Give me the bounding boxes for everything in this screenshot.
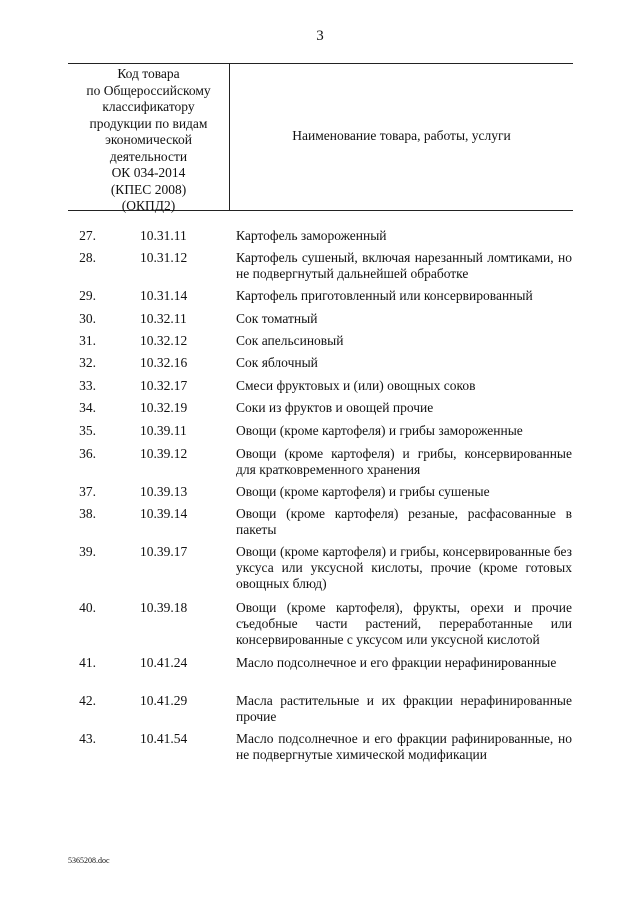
row-code: 10.39.17 [140,544,188,559]
row-number: 33. [79,378,96,393]
row-number: 39. [79,544,96,559]
row-number: 43. [79,731,96,746]
row-number: 27. [79,228,96,243]
row-name: Соки из фруктов и овощей прочие [236,400,434,415]
page-number: 3 [316,28,324,44]
row-name: Картофель замороженный [236,228,387,243]
row-name: Масло подсолнечное и его фракции рафинированные, но не подвергнутые химической модификации [236,731,572,762]
row-code: 10.39.12 [140,446,188,461]
header-rule-top [68,63,573,64]
row-name: Масла растительные и их фракции нерафинированные прочие [236,693,572,724]
row-code: 10.39.11 [140,423,187,438]
row-name: Овощи (кроме картофеля) и грибы, консервированные для кратковременного хранения [236,446,572,477]
row-number: 30. [79,311,96,326]
row-number: 31. [79,333,96,348]
row-name: Овощи (кроме картофеля) и грибы, консервированные без уксуса или уксусной кислоты, прочие (кроме готовых овощных блюд) [236,544,572,591]
row-name: Сок томатный [236,311,318,326]
row-name: Овощи (кроме картофеля) и грибы замороженные [236,423,523,438]
row-code: 10.31.11 [140,228,187,243]
row-number: 29. [79,288,96,303]
header-name-column: Наименование товара, работы, услуги [292,128,511,143]
row-number: 36. [79,446,96,461]
row-name: Овощи (кроме картофеля), фрукты, орехи и прочие съедобные части растений, переработанные или консервированные с уксусом или уксусной кислотой [236,600,572,647]
row-name: Сок яблочный [236,355,318,370]
row-name: Овощи (кроме картофеля) и грибы сушеные [236,484,490,499]
row-name: Картофель приготовленный или консервированный [236,288,533,303]
row-code: 10.41.29 [140,693,188,708]
row-code: 10.41.54 [140,731,188,746]
row-code: 10.32.11 [140,311,187,326]
row-name: Масло подсолнечное и его фракции нерафинированные [236,655,557,670]
row-code: 10.31.12 [140,250,188,265]
row-code: 10.39.18 [140,600,188,615]
row-code: 10.32.16 [140,355,188,370]
row-code: 10.32.17 [140,378,188,393]
row-code: 10.32.12 [140,333,188,348]
row-code: 10.39.14 [140,506,188,521]
row-code: 10.41.24 [140,655,188,670]
row-name: Сок апельсиновый [236,333,344,348]
row-name: Картофель сушеный, включая нарезанный ломтиками, но не подвергнутый дальнейшей обработке [236,250,572,281]
row-number: 38. [79,506,96,521]
header-code-column: Код товара по Общероссийскому классификатору продукции по видам экономической деятельности ОК 034-2014 (КПЕС 2008) (ОКПД2) [86,66,211,213]
row-number: 41. [79,655,96,670]
row-number: 28. [79,250,96,265]
row-code: 10.32.19 [140,400,188,415]
row-code: 10.31.14 [140,288,188,303]
row-code: 10.39.13 [140,484,188,499]
row-name: Смеси фруктовых и (или) овощных соков [236,378,476,393]
footer-filename: 5365208.doc [68,856,110,865]
row-number: 40. [79,600,96,615]
row-number: 37. [79,484,96,499]
row-number: 32. [79,355,96,370]
row-name: Овощи (кроме картофеля) резаные, расфасованные в пакеты [236,506,572,537]
row-number: 35. [79,423,96,438]
row-number: 42. [79,693,96,708]
row-number: 34. [79,400,96,415]
